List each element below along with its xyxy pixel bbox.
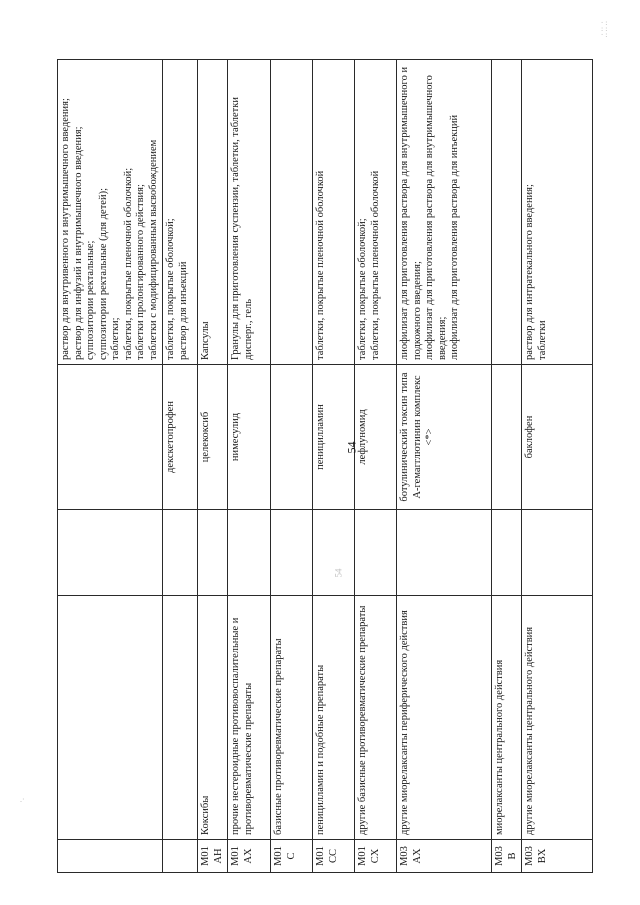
drug-name-cell: баклофен	[522, 365, 593, 510]
group-name-cell: другие базисные противоревматические препараты	[355, 596, 397, 840]
dosage-form-line: таблетки	[536, 320, 548, 360]
atc-classification-table	[57, 59, 593, 873]
empty-cell	[198, 510, 228, 596]
dosage-form-line: раствор для инъекций	[177, 261, 189, 360]
atc-code-cell	[58, 840, 163, 873]
group-name-cell: другие миорелаксанты центрального действия	[522, 596, 593, 840]
group-name-cell	[58, 596, 163, 840]
dosage-form-line: Гранулы для приготовления суспензии, таблетки, таблетки дисперг., гель	[230, 97, 254, 360]
dosage-forms-cell	[198, 60, 228, 365]
table-row	[492, 60, 522, 873]
drug-name-cell: лефлуномид	[355, 365, 397, 510]
table-row	[228, 60, 271, 873]
drug-name-cell	[58, 365, 163, 510]
page-number: 54	[344, 441, 359, 454]
dosage-forms-cell	[492, 60, 522, 365]
group-name-cell: прочие нестероидные противовоспалительные и противоревматические препараты	[228, 596, 271, 840]
dosage-form-line: лиофилизат для приготовления раствора для внутримышечного введения;	[424, 75, 448, 360]
empty-cell	[58, 510, 163, 596]
drug-name-cell: пеницилламин	[313, 365, 355, 510]
table-row	[522, 60, 593, 873]
drug-name-cell: декскетопрофен	[163, 365, 198, 510]
table-row	[355, 60, 397, 873]
group-name-cell: пеницилламин и подобные препараты	[313, 596, 355, 840]
atc-code-cell: M01CX	[355, 840, 397, 873]
table-row	[163, 60, 198, 873]
dosage-forms-cell	[58, 60, 163, 365]
rotated-page-content	[57, 60, 585, 873]
atc-code-cell: M01C	[271, 840, 313, 873]
dosage-form-line: таблетки, покрытые пленочной оболочкой	[369, 170, 381, 360]
atc-code-cell: M03BX	[522, 840, 593, 873]
dosage-form-line: таблетки, покрытые оболочкой;	[357, 218, 368, 360]
table-body	[58, 60, 593, 873]
dosage-form-line: таблетки, покрытые пленочной оболочкой	[315, 170, 326, 360]
drug-name-cell	[271, 365, 313, 510]
atc-code-cell: M03B	[492, 840, 522, 873]
dosage-form-line: лиофилизат для приготовления раствора для внутримышечного и подкожного введения;	[399, 66, 423, 360]
empty-cell	[163, 510, 198, 596]
atc-code-cell: M01AX	[228, 840, 271, 873]
group-name-cell	[163, 596, 198, 840]
dosage-form-line: таблетки, покрытые пленочной оболочкой;	[122, 167, 134, 360]
empty-cell	[355, 510, 397, 596]
dosage-form-line: таблетки;	[110, 317, 121, 360]
dosage-form-line: раствор для интратекального введения;	[524, 184, 535, 360]
empty-cell	[271, 510, 313, 596]
table-row	[198, 60, 228, 873]
table-row	[397, 60, 492, 873]
drug-name-cell	[492, 365, 522, 510]
table-row	[271, 60, 313, 873]
dosage-form-line: суппозитории ректальные;	[85, 240, 96, 360]
drug-name-cell: ботулинический токсин типа А-гемагглютинин комплекс <*>	[397, 365, 492, 510]
dosage-forms-cell	[397, 60, 492, 365]
dosage-forms-cell	[522, 60, 593, 365]
page-number-bleedthrough: 54	[333, 568, 344, 578]
group-name-cell: миорелаксанты центрального действия	[492, 596, 522, 840]
dosage-form-line: раствор для инфузий и внутримышечного введения;	[72, 126, 84, 360]
dosage-form-line: лиофилизат для приготовления раствора для инъекций	[449, 114, 460, 360]
dosage-form-line: таблетки с модифицированным высвобождением	[147, 139, 159, 360]
dosage-form-line: Капсулы	[200, 321, 211, 360]
table-row	[58, 60, 163, 873]
dosage-forms-cell	[163, 60, 198, 365]
dosage-forms-cell	[228, 60, 271, 365]
empty-cell	[492, 510, 522, 596]
scan-edge-mark: .·	[20, 795, 25, 804]
drug-name-cell: нимесулид	[228, 365, 271, 510]
dosage-forms-cell	[355, 60, 397, 365]
dosage-forms-cell	[313, 60, 355, 365]
drug-name-cell: целекоксиб	[198, 365, 228, 510]
empty-cell	[522, 510, 593, 596]
dosage-form-line: суппозитории ректальные (для детей);	[97, 188, 109, 360]
group-name-cell: другие миорелаксанты периферического действия	[397, 596, 492, 840]
atc-code-cell: M01AH	[198, 840, 228, 873]
table-row	[313, 60, 355, 873]
dosage-form-line: таблетки пролонгированного действия;	[135, 184, 146, 360]
dosage-form-line: таблетки, покрытые оболочкой;	[165, 218, 176, 360]
empty-cell	[228, 510, 271, 596]
atc-code-cell	[163, 840, 198, 873]
atc-code-cell: M03AX	[397, 840, 492, 873]
dosage-forms-cell	[271, 60, 313, 365]
empty-cell	[397, 510, 492, 596]
group-name-cell: Коксибы	[198, 596, 228, 840]
atc-code-cell: M01CC	[313, 840, 355, 873]
scan-corner-mark: ·: :: ·:	[600, 19, 609, 39]
empty-cell	[313, 510, 355, 596]
group-name-cell: базисные противоревматические препараты	[271, 596, 313, 840]
dosage-form-line: раствор для внутривенного и внутримышечного введения;	[60, 98, 71, 360]
